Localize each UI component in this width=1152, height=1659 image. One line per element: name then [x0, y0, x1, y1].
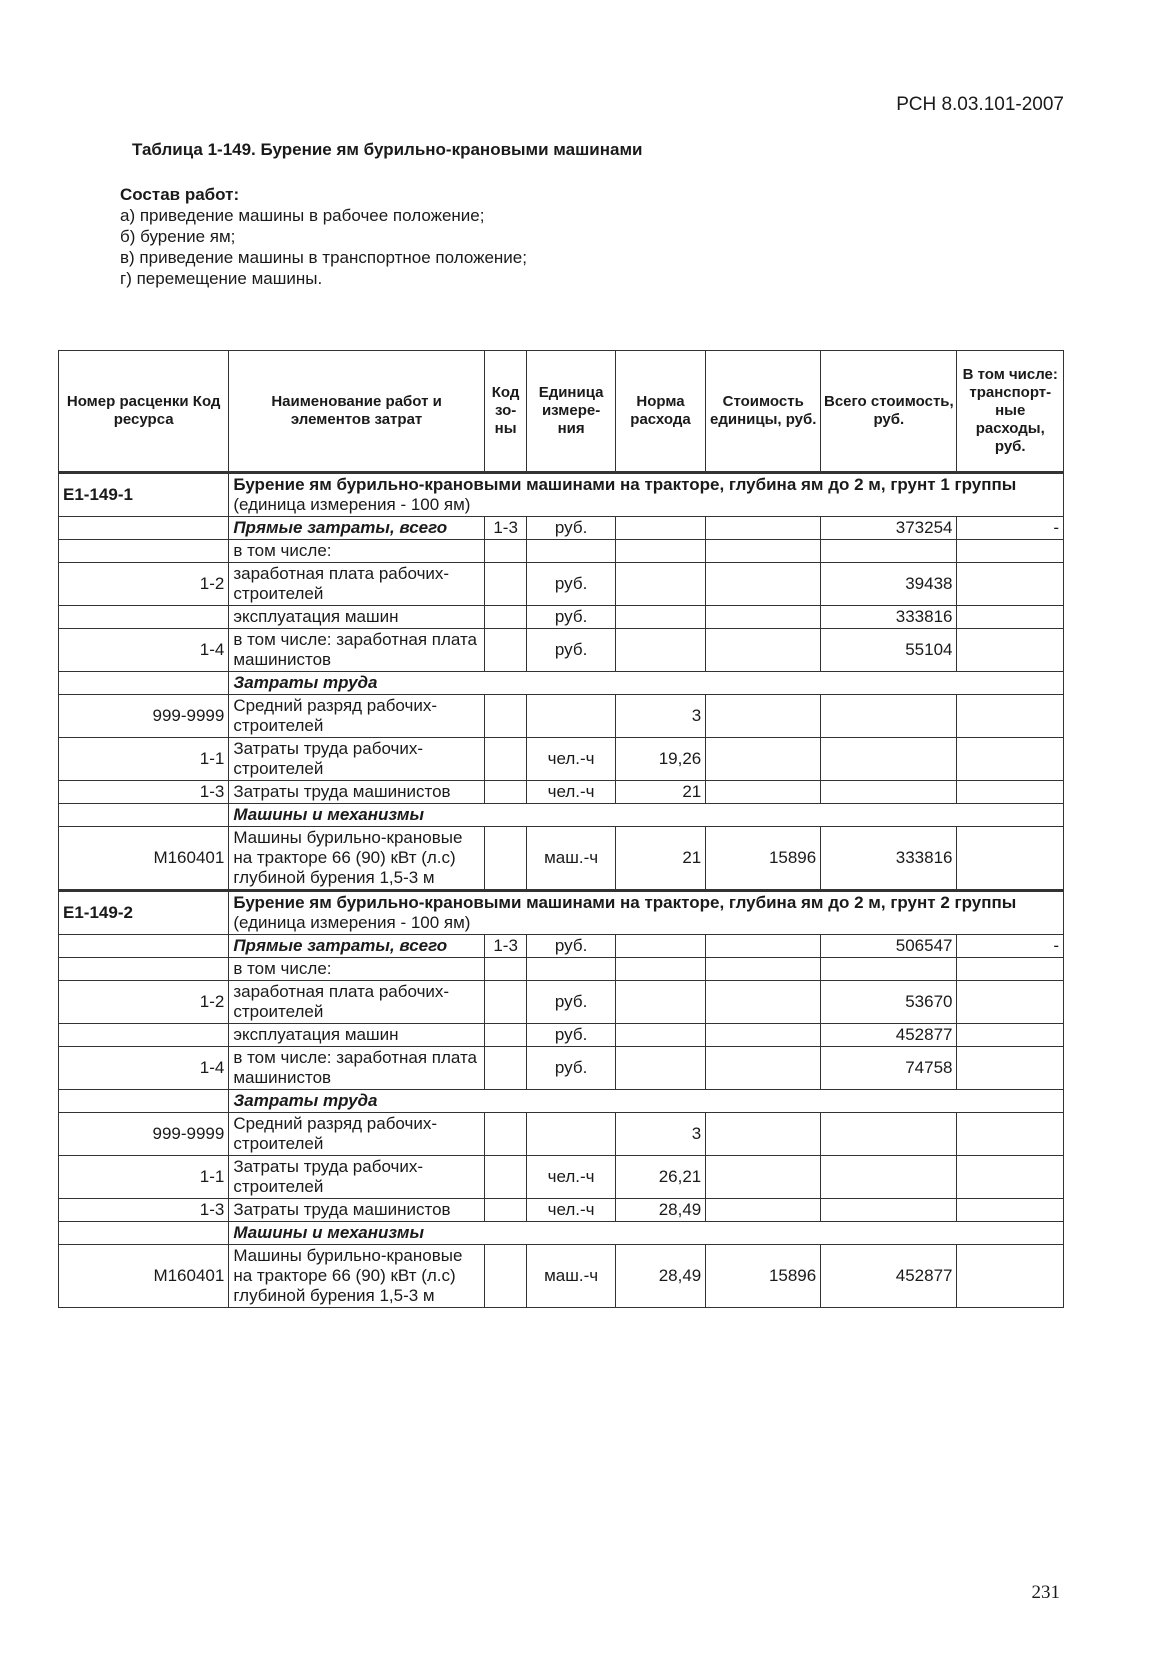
unit-cost: 15896 [706, 1245, 821, 1308]
rate-code: Е1-149-2 [59, 891, 229, 935]
total-cost: 39438 [821, 563, 957, 606]
cost-name: Затраты труда рабочих-строителей [229, 738, 485, 781]
col-header-unit-cost: Стоимость единицы, руб. [706, 351, 821, 473]
unit: маш.-ч [527, 827, 615, 891]
resource-code: 1-1 [59, 1156, 229, 1199]
unit: чел.-ч [527, 738, 615, 781]
zone-code [484, 827, 527, 891]
norm: 19,26 [615, 738, 705, 781]
zone-code [484, 738, 527, 781]
resource-code [59, 958, 229, 981]
zone-code [484, 563, 527, 606]
section-title-unit: (единица измерения - 100 ям) [233, 495, 471, 514]
table-row [59, 827, 1064, 891]
col-header-zone: Код зо-ны [484, 351, 527, 473]
transport-cost [957, 629, 1064, 672]
zone-code [484, 695, 527, 738]
total-cost: 452877 [821, 1245, 957, 1308]
norm: 3 [615, 1113, 705, 1156]
table-header-row [59, 351, 1064, 473]
unit-cost [706, 563, 821, 606]
table-row [59, 1156, 1064, 1199]
unit-cost [706, 606, 821, 629]
work-item: в) приведение машины в транспортное положение; [120, 248, 527, 267]
cost-name: Машины бурильно-крановые на тракторе 66 (90) кВт (л.с) глубиной бурения 1,5-3 м [229, 1245, 485, 1308]
total-cost: 74758 [821, 1047, 957, 1090]
resource-code: 1-1 [59, 738, 229, 781]
resource-code [59, 1222, 229, 1245]
work-item: б) бурение ям; [120, 227, 236, 246]
section-title-unit: (единица измерения - 100 ям) [233, 913, 471, 932]
table-row [59, 1090, 1064, 1113]
norm [615, 606, 705, 629]
col-header-norm: Норма расхода [615, 351, 705, 473]
table-row [59, 804, 1064, 827]
unit-cost [706, 1113, 821, 1156]
transport-cost: - [957, 935, 1064, 958]
section-title [229, 891, 1064, 935]
section-title-main: Бурение ям бурильно-крановыми машинами на тракторе, глубина ям до 2 м, грунт 1 группы [233, 475, 1017, 494]
table-row [59, 563, 1064, 606]
cost-name: заработная плата рабочих-строителей [229, 981, 485, 1024]
resource-code: 1-3 [59, 1199, 229, 1222]
unit: руб. [527, 563, 615, 606]
transport-cost [957, 1047, 1064, 1090]
zone-code: 1-3 [484, 517, 527, 540]
table-row [59, 695, 1064, 738]
resource-code: 999-9999 [59, 1113, 229, 1156]
unit-cost: 15896 [706, 827, 821, 891]
zone-code [484, 540, 527, 563]
unit: руб. [527, 935, 615, 958]
total-cost: 333816 [821, 827, 957, 891]
unit-cost [706, 1156, 821, 1199]
transport-cost [957, 781, 1064, 804]
norm [615, 1047, 705, 1090]
norm [615, 629, 705, 672]
resource-code [59, 1024, 229, 1047]
transport-cost [957, 1113, 1064, 1156]
cost-name: Затраты труда рабочих-строителей [229, 1156, 485, 1199]
table-row [59, 781, 1064, 804]
unit: чел.-ч [527, 1199, 615, 1222]
table-row [59, 1199, 1064, 1222]
total-cost [821, 695, 957, 738]
cost-name: Прямые затраты, всего [229, 935, 485, 958]
group-heading: Машины и механизмы [229, 804, 1064, 827]
unit [527, 958, 615, 981]
zone-code [484, 606, 527, 629]
zone-code [484, 1156, 527, 1199]
unit-cost [706, 540, 821, 563]
table-row [59, 1047, 1064, 1090]
work-composition [120, 184, 527, 289]
zone-code [484, 629, 527, 672]
norm: 21 [615, 827, 705, 891]
section-header-row [59, 891, 1064, 935]
resource-code [59, 672, 229, 695]
document-code: РСН 8.03.101-2007 [896, 94, 1064, 115]
resource-code: 1-4 [59, 1047, 229, 1090]
table-row [59, 1245, 1064, 1308]
unit-cost [706, 781, 821, 804]
norm: 26,21 [615, 1156, 705, 1199]
total-cost [821, 540, 957, 563]
col-header-transport: В том числе: транспорт-ные расходы, руб. [957, 351, 1064, 473]
resource-code [59, 804, 229, 827]
norm [615, 517, 705, 540]
cost-name: заработная плата рабочих-строителей [229, 563, 485, 606]
total-cost: 55104 [821, 629, 957, 672]
transport-cost [957, 981, 1064, 1024]
unit-cost [706, 517, 821, 540]
table-row [59, 540, 1064, 563]
unit: руб. [527, 1024, 615, 1047]
unit: руб. [527, 1047, 615, 1090]
unit: руб. [527, 981, 615, 1024]
page-number: 231 [1031, 1582, 1060, 1603]
unit-cost [706, 738, 821, 781]
resource-code: 1-2 [59, 563, 229, 606]
resource-code: М160401 [59, 1245, 229, 1308]
table-row [59, 517, 1064, 540]
cost-name: в том числе: [229, 540, 485, 563]
col-header-name: Наименование работ и элементов затрат [229, 351, 485, 473]
resource-code [59, 935, 229, 958]
resource-code: 1-3 [59, 781, 229, 804]
norm [615, 981, 705, 1024]
zone-code [484, 781, 527, 804]
unit-cost [706, 1199, 821, 1222]
norm: 28,49 [615, 1199, 705, 1222]
norm [615, 540, 705, 563]
group-heading: Затраты труда [229, 672, 1064, 695]
table-row [59, 672, 1064, 695]
transport-cost [957, 1156, 1064, 1199]
cost-name: в том числе: заработная плата машинистов [229, 629, 485, 672]
norm [615, 563, 705, 606]
transport-cost [957, 695, 1064, 738]
unit: руб. [527, 629, 615, 672]
section-title [229, 473, 1064, 517]
unit-cost [706, 1024, 821, 1047]
unit: руб. [527, 606, 615, 629]
rate-code: Е1-149-1 [59, 473, 229, 517]
total-cost [821, 1199, 957, 1222]
total-cost: 506547 [821, 935, 957, 958]
work-item: а) приведение машины в рабочее положение; [120, 206, 485, 225]
cost-name: в том числе: [229, 958, 485, 981]
norm: 21 [615, 781, 705, 804]
cost-name: эксплуатация машин [229, 606, 485, 629]
norm: 3 [615, 695, 705, 738]
transport-cost [957, 540, 1064, 563]
transport-cost [957, 1024, 1064, 1047]
resource-code: 999-9999 [59, 695, 229, 738]
total-cost [821, 1156, 957, 1199]
section-header-row [59, 473, 1064, 517]
cost-name: Средний разряд рабочих-строителей [229, 695, 485, 738]
resource-code: М160401 [59, 827, 229, 891]
table-row [59, 981, 1064, 1024]
work-item: г) перемещение машины. [120, 269, 323, 288]
unit: чел.-ч [527, 781, 615, 804]
transport-cost [957, 563, 1064, 606]
unit-cost [706, 981, 821, 1024]
table-title: Таблица 1-149. Бурение ям бурильно-крановыми машинами [132, 140, 643, 159]
unit-cost [706, 629, 821, 672]
unit: руб. [527, 517, 615, 540]
unit: маш.-ч [527, 1245, 615, 1308]
zone-code [484, 1047, 527, 1090]
transport-cost: - [957, 517, 1064, 540]
unit [527, 695, 615, 738]
table-body [59, 473, 1064, 1308]
group-heading: Машины и механизмы [229, 1222, 1064, 1245]
unit-cost [706, 958, 821, 981]
total-cost: 333816 [821, 606, 957, 629]
group-heading: Затраты труда [229, 1090, 1064, 1113]
zone-code [484, 958, 527, 981]
resource-code [59, 517, 229, 540]
rates-table [58, 350, 1064, 1308]
total-cost: 452877 [821, 1024, 957, 1047]
norm [615, 958, 705, 981]
col-header-code: Номер расценки Код ресурса [59, 351, 229, 473]
unit-cost [706, 935, 821, 958]
unit [527, 540, 615, 563]
table-row [59, 629, 1064, 672]
zone-code [484, 981, 527, 1024]
table-row [59, 606, 1064, 629]
zone-code [484, 1199, 527, 1222]
transport-cost [957, 958, 1064, 981]
table-row [59, 1222, 1064, 1245]
norm [615, 1024, 705, 1047]
norm [615, 935, 705, 958]
transport-cost [957, 1245, 1064, 1308]
cost-name: Средний разряд рабочих-строителей [229, 1113, 485, 1156]
work-composition-heading: Состав работ: [120, 185, 240, 204]
resource-code: 1-4 [59, 629, 229, 672]
cost-name: в том числе: заработная плата машинистов [229, 1047, 485, 1090]
unit [527, 1113, 615, 1156]
unit-cost [706, 695, 821, 738]
resource-code [59, 1090, 229, 1113]
transport-cost [957, 827, 1064, 891]
transport-cost [957, 606, 1064, 629]
section-title-main: Бурение ям бурильно-крановыми машинами на тракторе, глубина ям до 2 м, грунт 2 группы [233, 893, 1017, 912]
total-cost: 53670 [821, 981, 957, 1024]
cost-name: Машины бурильно-крановые на тракторе 66 (90) кВт (л.с) глубиной бурения 1,5-3 м [229, 827, 485, 891]
norm: 28,49 [615, 1245, 705, 1308]
zone-code [484, 1245, 527, 1308]
transport-cost [957, 1199, 1064, 1222]
total-cost: 373254 [821, 517, 957, 540]
table-row [59, 1024, 1064, 1047]
unit-cost [706, 1047, 821, 1090]
cost-name: эксплуатация машин [229, 1024, 485, 1047]
resource-code: 1-2 [59, 981, 229, 1024]
transport-cost [957, 738, 1064, 781]
cost-name: Затраты труда машинистов [229, 1199, 485, 1222]
table-row [59, 738, 1064, 781]
total-cost [821, 958, 957, 981]
table-row [59, 935, 1064, 958]
total-cost [821, 738, 957, 781]
resource-code [59, 540, 229, 563]
unit: чел.-ч [527, 1156, 615, 1199]
cost-name: Прямые затраты, всего [229, 517, 485, 540]
cost-name: Затраты труда машинистов [229, 781, 485, 804]
col-header-total: Всего стоимость, руб. [821, 351, 957, 473]
table-row [59, 958, 1064, 981]
total-cost [821, 1113, 957, 1156]
col-header-unit: Единица измере-ния [527, 351, 615, 473]
resource-code [59, 606, 229, 629]
zone-code [484, 1024, 527, 1047]
zone-code: 1-3 [484, 935, 527, 958]
total-cost [821, 781, 957, 804]
zone-code [484, 1113, 527, 1156]
table-row [59, 1113, 1064, 1156]
